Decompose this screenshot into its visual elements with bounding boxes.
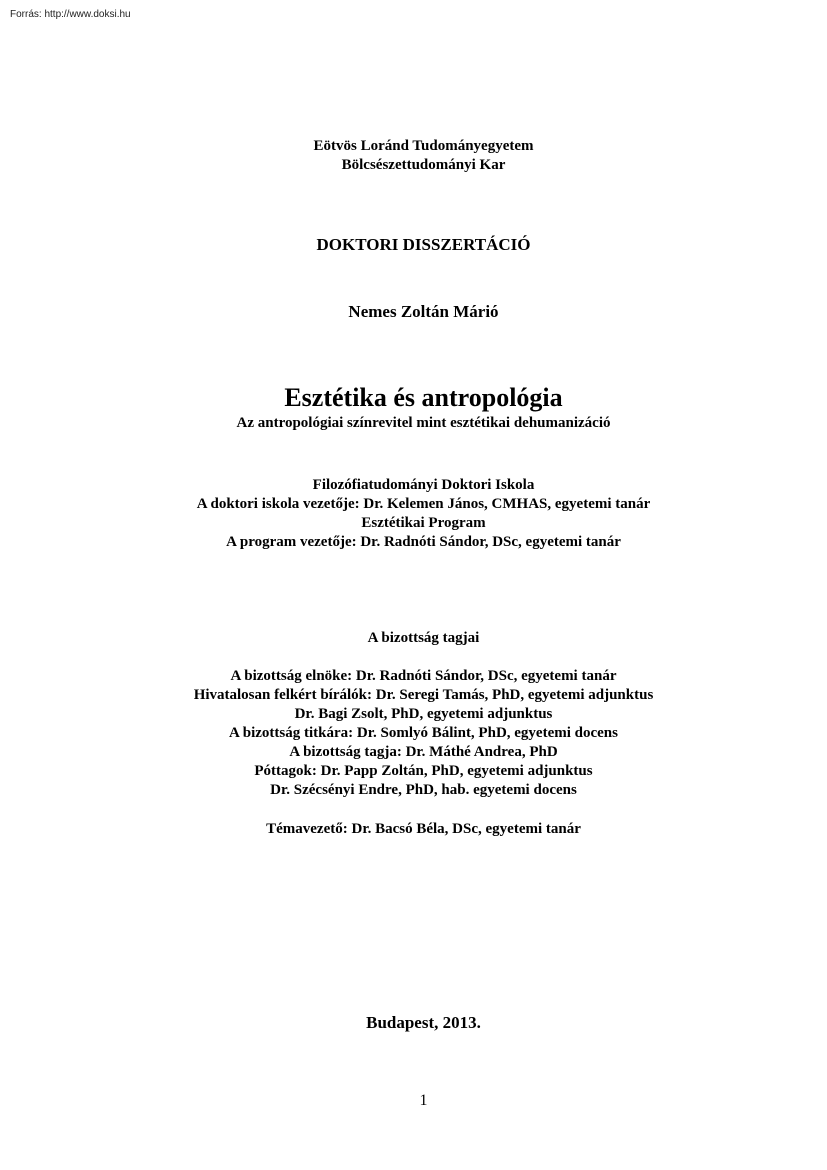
university-name: Eötvös Loránd Tudományegyetem bbox=[313, 138, 534, 154]
committee-heading: A bizottság tagjai bbox=[367, 630, 480, 646]
author-name: Nemes Zoltán Márió bbox=[348, 302, 499, 321]
committee-member: Hivatalosan felkért bírálók: Dr. Seregi Tamás, PhD, egyetemi adjunktus bbox=[193, 687, 654, 703]
committee-member: Dr. Bagi Zsolt, PhD, egyetemi adjunktus bbox=[294, 706, 553, 722]
program-name: Esztétikai Program bbox=[361, 515, 486, 531]
source-note: Forrás: http://www.doksi.hu bbox=[10, 9, 131, 20]
committee-member: Póttagok: Dr. Papp Zoltán, PhD, egyetemi adjunktus bbox=[254, 763, 593, 779]
faculty-name: Bölcsészettudományi Kar bbox=[341, 157, 506, 173]
committee-member: A bizottság tagja: Dr. Máthé Andrea, PhD bbox=[289, 744, 558, 760]
dissertation-subtitle: Az antropológiai színrevitel mint esztétikai dehumanizáció bbox=[236, 415, 611, 431]
program-head: A program vezetője: Dr. Radnóti Sándor, DSc, egyetemi tanár bbox=[226, 534, 621, 550]
school-head: A doktori iskola vezetője: Dr. Kelemen János, CMHAS, egyetemi tanár bbox=[196, 496, 651, 512]
page-number: 1 bbox=[419, 1092, 428, 1109]
committee-member: A bizottság titkára: Dr. Somlyó Bálint, PhD, egyetemi docens bbox=[228, 725, 618, 741]
committee-member: A bizottság elnöke: Dr. Radnóti Sándor, DSc, egyetemi tanár bbox=[230, 668, 617, 684]
place-date: Budapest, 2013. bbox=[366, 1013, 481, 1032]
dissertation-title: Esztétika és antropológia bbox=[284, 383, 563, 412]
document-type: DOKTORI DISSZERTÁCIÓ bbox=[316, 235, 531, 254]
supervisor: Témavezető: Dr. Bacsó Béla, DSc, egyetemi tanár bbox=[266, 821, 581, 837]
committee-member: Dr. Szécsényi Endre, PhD, hab. egyetemi docens bbox=[270, 782, 577, 798]
doctoral-school: Filozófiatudományi Doktori Iskola bbox=[312, 477, 535, 493]
